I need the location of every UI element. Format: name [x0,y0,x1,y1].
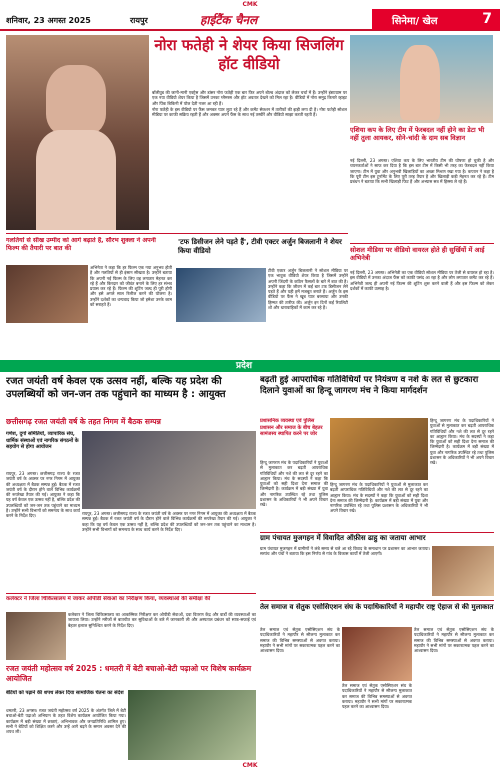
right-bottom-photo [330,418,428,480]
left-mid-body: अभिनेता ने कहा कि हर फिल्म एक नया अनुभव होती है और गलतियों से ही इंसान सीखता है। उन्होंने बताया कि अपनी नई फिल्म के लिए वह लगातार मेहनत कर रहे हैं और किरदार को जीवंत बनाने के लिए हर संभव प्रयास कर रहे हैं। फिल्म की शूटिंग जल्द ही पूरी होगी और इसे अगले साल रिलीज करने की योजना है। उन्होंने दर्शकों का धन्यवाद किया जो हमेशा उनके काम को सराहते हैं। [90,265,172,308]
section-band [0,360,500,372]
bottom-right-body: तेल समाज एवं सेतुक एसोसिएशन संघ के पदाधिकारियों ने महापौर से सौजन्य मुलाकात कर समाज की विभिन्न समस्याओं से अवगत कराया। महापौर ने सभी मांगों पर सकारात्मक पहल करने का आश्वासन दिया। [260,627,340,654]
left-bottom-story2-body: कलेक्टर ने जिला चिकित्सालय का आकस्मिक निरीक्षण कर ओपीडी सेवाओं, दवा वितरण केंद्र और वार्डों की व्यवस्थाओं का जायजा लिया। उन्होंने मरीजों से बातचीत कर सुविधाओं के बारे में जानकारी ली और अस्पताल प्रबंधन को साफ-सफाई एवं बेहतर इलाज सुनिश्चित करने के निर्देश दिए। [68,612,256,628]
right-bottom-body-col2: हिन्दू जागरण मंच के पदाधिकारियों ने युवाओं से मुलाकात कर बढ़ती आपराधिक गतिविधियों और नशे की लत से दूर रहने का आह्वान किया। मंच के सदस्यों ने कहा कि युवाओं को सही दिशा देना समाज की जिम्मेदारी है। कार्यक्रम में बड़ी संख्या में युवा और नागरिक उपस्थित रहे तथा पुलिस प्रशासन के अधिकारियों ने भी अपने विचार रखे। [430,418,494,466]
right-story1-headline: एशिया कप के लिए टीम में फेरबदल नहीं होने का डेटा भी नहीं तुला आयकर, सोने-चांदी के दाम सब विज्ञान [350,126,485,142]
header-bar [0,9,500,31]
bottom-right-body-col: तेल समाज एवं सेतुक एसोसिएशन संघ के पदाधिकारियों ने महापौर से सौजन्य मुलाकात कर समाज की विभिन्न समस्याओं से अवगत कराया। महापौर ने सभी मांगों पर सकारात्मक पहल करने का आश्वासन दिया। [414,627,494,654]
right-bottom-story2-box [260,532,494,544]
right-bottom-story2-headline: ग्राम पंचायत मुजगहन में विवादित ऑफ़ीस ढाहु का जताया आभार [260,534,426,542]
header-city: रायपुर [130,16,148,25]
right-bottom-story2-body: ग्राम पंचायत मुजगहन में ग्रामीणों ने लंबे समय से चले आ रहे विवाद के समाधान पर प्रशासन का आभार जताया। सरपंच और पंचों ने बताया कि इस निर्णय से गांव के विकास कार्यों में तेजी आएगी। [260,546,430,557]
divider [260,600,494,601]
right-mid-body: टीवी एक्टर अर्जुन बिजलानी ने सोशल मीडिया पर एक भावुक वीडियो शेयर किया है जिसमें उन्होंने अपनी जिंदगी के कठिन फैसलों के बारे में बात की है। उन्होंने कहा कि जीवन में कई बार टफ डिसीजन लेने पड़ते हैं और यही हमें मजबूत बनाते हैं। अर्जुन के इस वीडियो पर फैंस ने खूब प्यार बरसाया और उनकी हिम्मत की तारीफ की। अर्जुन इन दिनों कई रियलिटी शो और धारावाहिकों में काम कर रहे हैं। [268,268,348,311]
main-story-paragraph: बॉलीवुड की जानी-मानी एक्ट्रेस और डांसर नोरा फतेही एक बार फिर अपने बोल्ड अंदाज को लेकर चर्चा में हैं। उन्होंने इंस्टाग्राम पर एक नया वीडियो शेयर किया है जिसमें उनका ग्लैमरस और हॉट अवतार देखने को मिल रहा है। वीडियो में नोरा समुद्र किनारे व्हाइट और पिंक बिकिनी में पोज देती नजर आ रही हैं। [152,90,347,106]
bottom-center-body: धमतरी, 23 अगस्त। रजत जयंती महोत्सव वर्ष 2025 के अंतर्गत जिले में बेटी बचाओ-बेटी पढ़ाओ अभियान के तहत विशेष कार्यक्रम आयोजित किया गया। कार्यक्रम में बड़ी संख्या में छात्राएं, अभिभावक और जनप्रतिनिधि शामिल हुए। सभी ने बेटियों को शिक्षित करने और उन्हें आगे बढ़ने के समान अवसर देने की शपथ ली। [6,708,126,735]
right-bottom-body-col: हिन्दू जागरण मंच के पदाधिकारियों ने युवाओं से मुलाकात कर बढ़ती आपराधिक गतिविधियों और नशे की लत से दूर रहने का आह्वान किया। मंच के सदस्यों ने कहा कि युवाओं को सही दिशा देना समाज की जिम्मेदारी है। कार्यक्रम में बड़ी संख्या में युवा और नागरिक उपस्थित रहे तथा पुलिस प्रशासन के अधिकारियों ने भी अपने विचार रखे। [330,482,428,514]
right-bottom-story2-photo [432,546,494,596]
bottom-right-photo [342,627,412,681]
bottom-center-subheadline: बेटियों को पढ़ाने की शपथ लेकर दिया सामाजिक चेतना का संदेश [6,690,124,696]
right-bottom-headline: बढ़ती हुई आपराधिक गतिविधियों पर नियंत्रण व नशे के लत से छुटकारा दिलाने युवाओं का हिन्दू जागरण मंच ने किया मार्गदर्शन [260,375,479,396]
left-bottom-photo [82,431,256,509]
right-bottom-subheadline: प्रशासनिक व्यवस्था एवं पुलिस प्रशासन और समाज के बीच बेहतर सामंजस्य स्थापित करने पर जोर [260,418,323,437]
left-bottom-story2-photo [6,612,66,660]
divider [6,593,256,594]
section-tab [372,9,500,30]
right-mid-headline-box [176,236,348,266]
band-label: प्रदेश [236,361,253,371]
main-story-photo-2 [350,35,493,123]
section-title: सिनेमा/ खेल [392,16,438,27]
bottom-center-headline: रजत जयंती महोत्सव वर्ष 2025 : धमतरी में बेटी बचाओ-बेटी पढ़ाओ पर विशेष कार्यक्रम आयोजित [6,664,252,683]
main-headline: नोरा फतेही ने शेयर किया सिजलिंग हॉट वीडियो [150,36,348,86]
main-story-body [152,90,347,230]
top-brand: CMK [242,1,258,8]
right-story2-headline: सोशल मीडिया पर वीडियो वायरल होते ही सुर्खियों में आई अभिनेत्री [350,246,485,262]
right-story2-body: नई दिल्ली, 23 अगस्त। अभिनेत्री का एक वीडियो सोशल मीडिया पर तेजी से वायरल हो रहा है। इस वीडियो में उनका अंदाज फैंस को काफी पसंद आ रहा है और लोग लगातार कमेंट कर रहे हैं। अभिनेत्री जल्द ही अपनी नई फिल्म की शूटिंग शुरू करने वाली हैं और इस फिल्म को लेकर दर्शकों में काफी उत्साह है। [350,270,494,291]
left-bottom-caption-title: गणेश, दुर्गा समितियों, व्यापारिक संघ, धार्मिक संस्थाओं एवं नागरिक संगठनों के सहयोग से होगा आयोजन [6,431,79,450]
bottom-brand: CMK [242,762,258,769]
divider [6,233,348,234]
channel-logo: हाईटैंक चैनल [200,13,258,27]
left-mid-photo [6,265,88,323]
right-mid-headline: 'टफ डिसीजन लेने पड़ते हैं', टीवी एक्टर अर्जुन बिजलानी ने शेयर किया वीडियो [178,238,342,255]
left-bottom-body-col: रायपुर, 23 अगस्त। छत्तीसगढ़ राज्य के रजत जयंती वर्ष के अवसर पर नगर निगम में आयुक्त की अध्यक्षता में बैठक सम्पन्न हुई। बैठक में रजत जयंती वर्ष के दौरान होने वाले विभिन्न कार्यक्रमों की रूपरेखा तैयार की गई। आयुक्त ने कहा कि यह वर्ष केवल एक उत्सव नहीं है, बल्कि प्रदेश की उपलब्धियों को जन-जन तक पहुंचाने का माध्यम है। उन्होंने सभी विभागों को समन्वय के साथ कार्य करने के निर्देश दिए। [82,511,256,532]
bottom-center-photo [128,690,256,760]
header-date: शनिवार, 23 अगस्त 2025 [6,16,91,25]
left-bottom-headline: रजत जयंती वर्ष केवल एक उत्सव नहीं, बल्कि यह प्रदेश की उपलब्धियों को जन-जन तक पहुंचाने का माध्यम है : आयुक्त [6,376,226,400]
bottom-right-headline: तेल समाज व सेतुक एसोसिएशन संघ के पदाधिकारियों ने महापौर राष्ट्र ऐहाज से की मुलाकात [260,603,494,611]
page-number: 7 [482,11,492,27]
photo-figure-body [36,130,116,230]
divider [350,243,494,244]
right-story1-body: नई दिल्ली, 23 अगस्त। एशिया कप के लिए भारतीय टीम की घोषणा हो चुकी है और चयनकर्ताओं ने साफ कर दिया है कि इस बार टीम में किसी भी तरह का फेरबदल नहीं किया जाएगा। टीम में युवा और अनुभवी खिलाड़ियों का अच्छा मिश्रण रखा गया है। कप्तान ने कहा है कि पूरी टीम इस टूर्नामेंट के लिए पूरी तरह तैयार है और खिलाड़ी कड़ी मेहनत कर रहे हैं। टीम प्रबंधन ने बताया कि सभी खिलाड़ी फिट हैं और अभ्यास सत्र में हिस्सा ले रहे हैं। [350,158,494,185]
left-bottom-body: रायपुर, 23 अगस्त। छत्तीसगढ़ राज्य के रजत जयंती वर्ष के अवसर पर नगर निगम में आयुक्त की अध्यक्षता में बैठक सम्पन्न हुई। बैठक में रजत जयंती वर्ष के दौरान होने वाले विभिन्न कार्यक्रमों की रूपरेखा तैयार की गई। आयुक्त ने कहा कि यह वर्ष केवल एक उत्सव नहीं है, बल्कि प्रदेश की उपलब्धियों को जन-जन तक पहुंचाने का माध्यम है। उन्होंने सभी विभागों को समन्वय के साथ कार्य करने के निर्देश दिए। [6,471,80,519]
main-story-photo [6,35,149,230]
left-bottom-story2-headline: कलेक्टर ने जिला चिकित्सालय में जाकर ओपीडी सेवाओं का निरीक्षण किया, व्यवस्थाओं की समीक्षा की [6,596,211,602]
right-bottom-body: हिन्दू जागरण मंच के पदाधिकारियों ने युवाओं से मुलाकात कर बढ़ती आपराधिक गतिविधियों और नशे की लत से दूर रहने का आह्वान किया। मंच के सदस्यों ने कहा कि युवाओं को सही दिशा देना समाज की जिम्मेदारी है। कार्यक्रम में बड़ी संख्या में युवा और नागरिक उपस्थित रहे तथा पुलिस प्रशासन के अधिकारियों ने भी अपने विचार रखे। [260,460,328,508]
left-mid-headline: गलतियों से सीख उम्मीद को आगे बढ़ाते हैं, सौरभ शुक्ला ने अपनी फिल्म की तैयारी पर बात की [6,237,156,252]
bottom-right-body-col2: तेल समाज एवं सेतुक एसोसिएशन संघ के पदाधिकारियों ने महापौर से सौजन्य मुलाकात कर समाज की विभिन्न समस्याओं से अवगत कराया। महापौर ने सभी मांगों पर सकारात्मक पहल करने का आश्वासन दिया। [342,683,412,710]
photo-figure [46,65,106,135]
left-bottom-subheadline: छत्तीसगढ़ रजत जयंती वर्ष के तहत निगम में बैठक सम्पन्न [6,417,161,426]
right-mid-photo [176,268,266,322]
main-story-paragraph: नोरा फतेही के इस वीडियो पर फैंस जमकर प्यार लुटा रहे हैं और कमेंट सेक्शन में तारीफों की झड़ी लगा दी है। नोरा फतेही सोशल मीडिया पर काफी सक्रिय रहती हैं और अक्सर अपने फैंस के साथ नई तस्वीरें और वीडियो साझा करती रहती हैं। [152,106,347,118]
